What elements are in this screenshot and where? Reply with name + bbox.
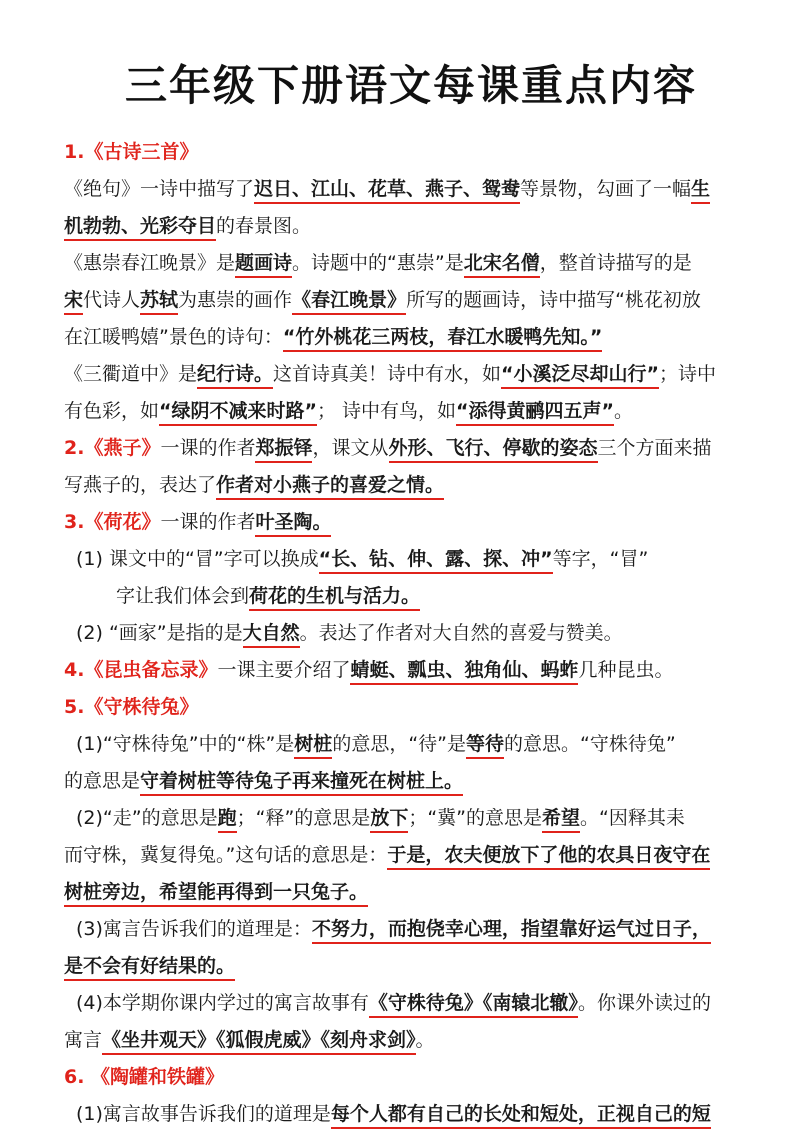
key-point-underlined: “竹外桃花三两枝，春江水暖鸭先知。”	[283, 326, 602, 352]
body-text: 。你课外读过的	[577, 992, 711, 1014]
text-line	[64, 282, 758, 319]
text-line	[64, 1096, 758, 1133]
body-text: 一课的作者	[160, 437, 256, 459]
body-text: (2) “画家”是指的是	[76, 622, 243, 644]
body-text: 《三衢道中》是	[64, 363, 198, 385]
text-line	[64, 652, 758, 689]
body-text: (1) 课文中的“冒”字可以换成	[76, 548, 319, 570]
text-line	[64, 763, 758, 800]
body-text: 《绝句》一诗中描写了	[64, 178, 255, 200]
key-point-underlined: 作者对小燕子的喜爱之情。	[216, 474, 444, 500]
body-text: 寓言	[64, 1029, 103, 1051]
key-point-underlined: 放下	[370, 807, 408, 833]
key-point-underlined: 纪行诗。	[197, 363, 273, 389]
body-text: 为惠崇的画作	[178, 289, 293, 311]
body-text: (1)寓言故事告诉我们的道理是	[76, 1103, 331, 1125]
body-text: ；诗中	[659, 363, 717, 385]
body-text: 几种昆虫。	[578, 659, 674, 681]
body-text: 一课的作者	[160, 511, 256, 533]
section-heading: 1.《古诗三首》	[64, 141, 199, 163]
body-text: 代诗人	[83, 289, 141, 311]
body-text: 这首诗真美！诗中有水，如	[273, 363, 502, 385]
body-text: (1)“守株待兔”中的“株”是	[76, 733, 295, 755]
key-point-underlined: 于是，农夫便放下了他的农具日夜守在	[387, 844, 710, 870]
key-point-underlined: 等待	[466, 733, 504, 759]
key-point-underlined: 题画诗	[235, 252, 292, 278]
text-line	[64, 541, 758, 578]
body-text: 等字，“冒”	[552, 548, 649, 570]
key-point-underlined: 大自然	[243, 622, 300, 648]
section-heading: 2.《燕子》	[64, 437, 161, 459]
key-point-underlined: “绿阴不减来时路”	[159, 400, 317, 426]
text-line	[64, 837, 758, 874]
key-point-underlined: 荷花的生机与活力。	[249, 585, 420, 611]
key-point-underlined: 郑振铎	[255, 437, 312, 463]
body-text: 《惠崇春江晚景》是	[64, 252, 236, 274]
key-point-underlined: 蜻蜓、瓢虫、独角仙、蚂蚱	[350, 659, 578, 685]
body-text: ，课文从	[312, 437, 389, 459]
text-line	[64, 689, 758, 726]
document-body	[64, 134, 758, 1133]
section-heading: 5.《守株待兔》	[64, 696, 199, 718]
key-point-underlined: “长、钻、伸、露、探、冲”	[319, 548, 553, 574]
key-point-underlined: 外形、飞行、停歇的姿态	[389, 437, 598, 463]
body-text: 的意思。“守株待兔”	[504, 733, 676, 755]
body-text: 的春景图。	[216, 215, 312, 237]
key-point-underlined: “添得黄鹂四五声”	[456, 400, 614, 426]
body-text: 。“因释其耒	[580, 807, 685, 829]
body-text: ；“释”的意思是	[236, 807, 371, 829]
text-line	[64, 948, 758, 985]
text-line	[64, 800, 758, 837]
text-line	[64, 245, 758, 282]
key-point-underlined: 《守株待兔》《南辕北辙》	[369, 992, 578, 1018]
text-line	[64, 467, 758, 504]
body-text: (2)“走”的意思是	[76, 807, 218, 829]
page-title: 三年级下册语文每课重点内容	[124, 61, 697, 110]
body-text: ；“冀”的意思是	[408, 807, 543, 829]
body-text: 而守株，冀复得兔。”这句话的意思是：	[64, 844, 388, 866]
key-point-underlined: 迟日、江山、花草、燕子、鸳鸯	[254, 178, 520, 204]
text-line	[64, 171, 758, 208]
key-point-underlined: 希望	[542, 807, 580, 833]
key-point-underlined: 叶圣陶。	[255, 511, 331, 537]
body-text: 一课主要介绍了	[217, 659, 351, 681]
text-line	[64, 134, 758, 171]
text-line	[64, 356, 758, 393]
text-line	[64, 319, 758, 356]
text-line	[64, 874, 758, 911]
body-text: ，整首诗描写的是	[539, 252, 692, 274]
text-line	[64, 1022, 758, 1059]
body-text: 字让我们体会到	[116, 585, 250, 607]
body-text: 在江暖鸭嬉”景色的诗句：	[64, 326, 283, 348]
key-point-underlined: “小溪泛尽却山行”	[501, 363, 659, 389]
body-text: 的意思是	[64, 770, 141, 792]
key-point-underlined: 生	[691, 178, 710, 204]
key-point-underlined: 守着树桩等待兔子再来撞死在树桩上。	[140, 770, 463, 796]
section-heading: 6. 《陶罐和铁罐》	[64, 1066, 225, 1088]
key-point-underlined: 北宋名僧	[464, 252, 540, 278]
key-point-underlined: 跑	[218, 807, 237, 833]
body-text: 写燕子的，表达了	[64, 474, 217, 496]
key-point-underlined: 苏轼	[140, 289, 178, 315]
text-line	[64, 911, 758, 948]
body-text: 等景物，勾画了一幅	[520, 178, 692, 200]
key-point-underlined: 每个人都有自己的长处和短处，正视自己的短	[331, 1103, 711, 1129]
section-heading: 3.《荷花》	[64, 511, 161, 533]
text-line	[64, 726, 758, 763]
body-text: 的意思，“待”是	[332, 733, 466, 755]
key-point-underlined: 《坐井观天》《狐假虎威》《刻舟求剑》	[102, 1029, 416, 1055]
text-line	[64, 393, 758, 430]
body-text: (3)寓言告诉我们的道理是：	[76, 918, 312, 940]
text-line	[64, 504, 758, 541]
key-point-underlined: 《春江晚景》	[292, 289, 406, 315]
text-line	[64, 578, 758, 615]
body-text: 有色彩，如	[64, 400, 160, 422]
body-text: 。	[415, 1029, 435, 1051]
body-text: 。诗题中的“惠崇”是	[292, 252, 464, 274]
body-text: 。	[614, 400, 634, 422]
key-point-underlined: 机勃勃、光彩夺目	[64, 215, 216, 241]
section-heading: 4.《昆虫备忘录》	[64, 659, 218, 681]
body-text: (4)本学期你课内学过的寓言故事有	[76, 992, 369, 1014]
key-point-underlined: 宋	[64, 289, 83, 315]
body-text: ； 诗中有鸟，如	[317, 400, 457, 422]
key-point-underlined: 树桩	[294, 733, 332, 759]
key-point-underlined: 是不会有好结果的。	[64, 955, 235, 981]
text-line	[64, 985, 758, 1022]
body-text: 三个方面来描	[597, 437, 712, 459]
text-line	[64, 1059, 758, 1096]
key-point-underlined: 树桩旁边，希望能再得到一只兔子。	[64, 881, 368, 907]
text-line	[64, 430, 758, 467]
text-line	[64, 208, 758, 245]
body-text: 所写的题画诗，诗中描写“桃花初放	[406, 289, 701, 311]
body-text: 。表达了作者对大自然的喜爱与赞美。	[299, 622, 623, 644]
text-line	[64, 615, 758, 652]
key-point-underlined: 不努力，而抱侥幸心理，指望靠好运气过日子，	[312, 918, 711, 944]
